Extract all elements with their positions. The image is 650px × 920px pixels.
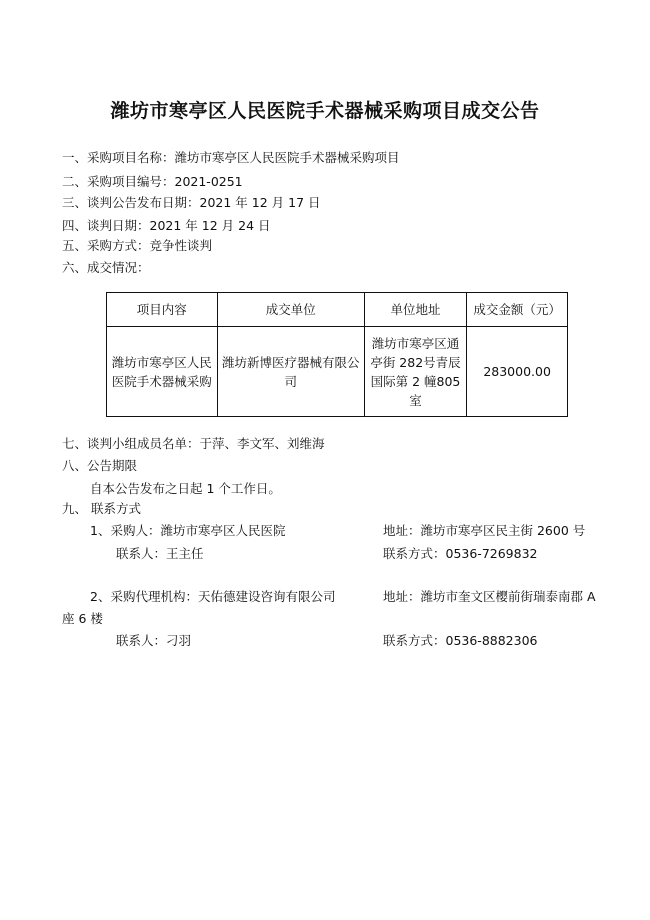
purchaser-phone-line: 联系方式：0536-7269832 xyxy=(383,546,538,561)
table-header-amount: 成交金额（元） xyxy=(467,293,568,327)
purchaser-person-line: 联系人：王主任 xyxy=(116,546,204,561)
purchaser-name-line: 1、采购人：潍坊市寒亭区人民医院 xyxy=(90,523,286,538)
agency-name-line: 2、采购代理机构：天佑德建设咨询有限公司 xyxy=(90,589,336,604)
table-header-row xyxy=(107,293,568,327)
agency-address-continued: 座 6 楼 xyxy=(62,611,103,626)
result-heading: 六、成交情况： xyxy=(62,260,150,275)
result-table xyxy=(106,292,568,417)
table-header-unit: 成交单位 xyxy=(217,293,364,327)
notice-period-heading: 八、公告期限 xyxy=(62,458,138,473)
project-number-line: 二、采购项目编号：2021-0251 xyxy=(62,174,243,189)
contact-heading: 九、 联系方式 xyxy=(62,501,141,516)
table-header-content: 项目内容 xyxy=(107,293,218,327)
procurement-method-line: 五、采购方式：竞争性谈判 xyxy=(62,238,213,253)
purchaser-address-line: 地址：潍坊市寒亭区民主街 2600 号 xyxy=(383,523,586,538)
page-title: 潍坊市寒亭区人民医院手术器械采购项目成交公告 xyxy=(110,100,540,122)
notice-period-text: 自本公告发布之日起 1 个工作日。 xyxy=(90,481,281,496)
publish-date-line: 三、谈判公告发布日期：2021 年 12 月 17 日 xyxy=(62,195,321,210)
cell-amount: 283000.00 xyxy=(467,327,568,417)
agency-person-line: 联系人：刁羽 xyxy=(116,633,192,648)
cell-address: 潍坊市寒亭区通亭街 282号青辰国际第 2 幢805 室 xyxy=(364,327,466,417)
cell-content: 潍坊市寒亭区人民医院手术器械采购 xyxy=(107,327,218,417)
agency-address-line: 地址：潍坊市奎文区樱前街瑞泰南郡 A xyxy=(383,589,596,604)
table-header-address: 单位地址 xyxy=(364,293,466,327)
panel-members-line: 七、谈判小组成员名单：于萍、李文军、刘维海 xyxy=(62,436,325,451)
cell-unit: 潍坊新博医疗器械有限公司 xyxy=(217,327,364,417)
table-row xyxy=(107,327,568,417)
project-name-line: 一、采购项目名称：潍坊市寒亭区人民医院手术器械采购项目 xyxy=(62,150,400,165)
negotiation-date-line: 四、谈判日期：2021 年 12 月 24 日 xyxy=(62,218,271,233)
agency-phone-line: 联系方式：0536-8882306 xyxy=(383,633,538,648)
